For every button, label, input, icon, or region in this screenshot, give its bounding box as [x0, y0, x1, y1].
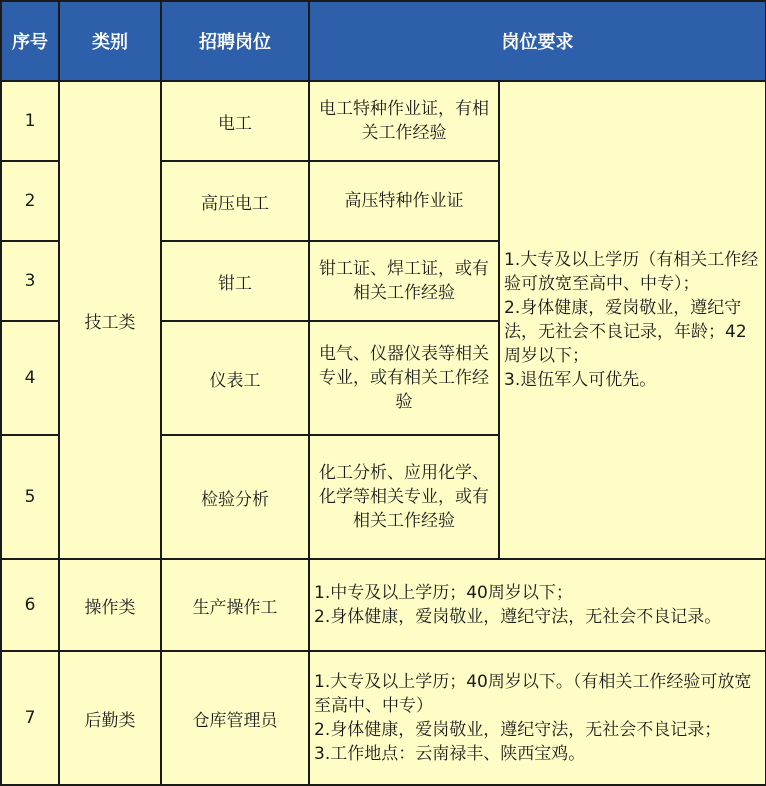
requirement-line: 1.大专及以上学历；40周岁以下。（有相关工作经验可放宽至高中、中专）	[314, 672, 752, 716]
requirement-cell	[309, 435, 499, 559]
position-cell: 电工	[161, 81, 309, 161]
requirement-text: 化工分析、应用化学、化学等相关专业，或有相关工作经验	[319, 463, 489, 531]
row-no: 7	[1, 651, 59, 785]
position-cell: 钳工	[161, 241, 309, 321]
category-cell: 后勤类	[59, 651, 161, 785]
shared-requirement-line: 1.大专及以上学历（有相关工作经验可放宽至高中、中专）；	[504, 250, 759, 294]
table-row	[1, 81, 766, 161]
table-row	[1, 651, 766, 785]
category-cell: 操作类	[59, 559, 161, 651]
position-cell: 高压电工	[161, 161, 309, 241]
row-no: 4	[1, 321, 59, 435]
header-no: 序号	[1, 1, 59, 81]
position-cell: 仓库管理员	[161, 651, 309, 785]
requirement-cell	[309, 161, 499, 241]
shared-requirement-line: 2.身体健康，爱岗敬业，遵纪守法，无社会不良记录，年龄；42周岁以下；	[504, 298, 747, 366]
header-requirements: 岗位要求	[309, 1, 766, 81]
requirement-cell	[309, 321, 499, 435]
requirement-cell	[309, 241, 499, 321]
row-no: 2	[1, 161, 59, 241]
requirement-text: 电气、仪器仪表等相关专业，或有相关工作经验	[319, 344, 489, 412]
position-cell: 检验分析	[161, 435, 309, 559]
row-no: 5	[1, 435, 59, 559]
category-cell: 技工类	[59, 81, 161, 559]
header-row	[1, 1, 766, 81]
position-cell: 生产操作工	[161, 559, 309, 651]
requirement-cell	[309, 559, 766, 651]
header-position: 招聘岗位	[161, 1, 309, 81]
requirement-text: 高压特种作业证	[344, 191, 464, 211]
requirement-text: 电工特种作业证，有相关工作经验	[319, 99, 489, 143]
requirement-line: 2.身体健康，爱岗敬业，遵纪守法，无社会不良记录。	[314, 607, 722, 627]
requirement-cell	[309, 81, 499, 161]
row-no: 6	[1, 559, 59, 651]
table-row	[1, 559, 766, 651]
row-no: 1	[1, 81, 59, 161]
requirement-cell	[309, 651, 766, 785]
row-no: 3	[1, 241, 59, 321]
requirement-line: 1.中专及以上学历；40周岁以下；	[314, 583, 573, 603]
requirement-text: 钳工证、焊工证，或有相关工作经验	[319, 259, 489, 303]
requirement-line: 3.工作地点：云南禄丰、陕西宝鸡。	[314, 744, 586, 764]
shared-requirements-cell	[499, 81, 766, 559]
position-cell: 仪表工	[161, 321, 309, 435]
requirement-line: 2.身体健康，爱岗敬业，遵纪守法，无社会不良记录；	[314, 720, 722, 740]
header-category: 类别	[59, 1, 161, 81]
shared-requirement-line: 3.退伍军人可优先。	[504, 370, 657, 390]
